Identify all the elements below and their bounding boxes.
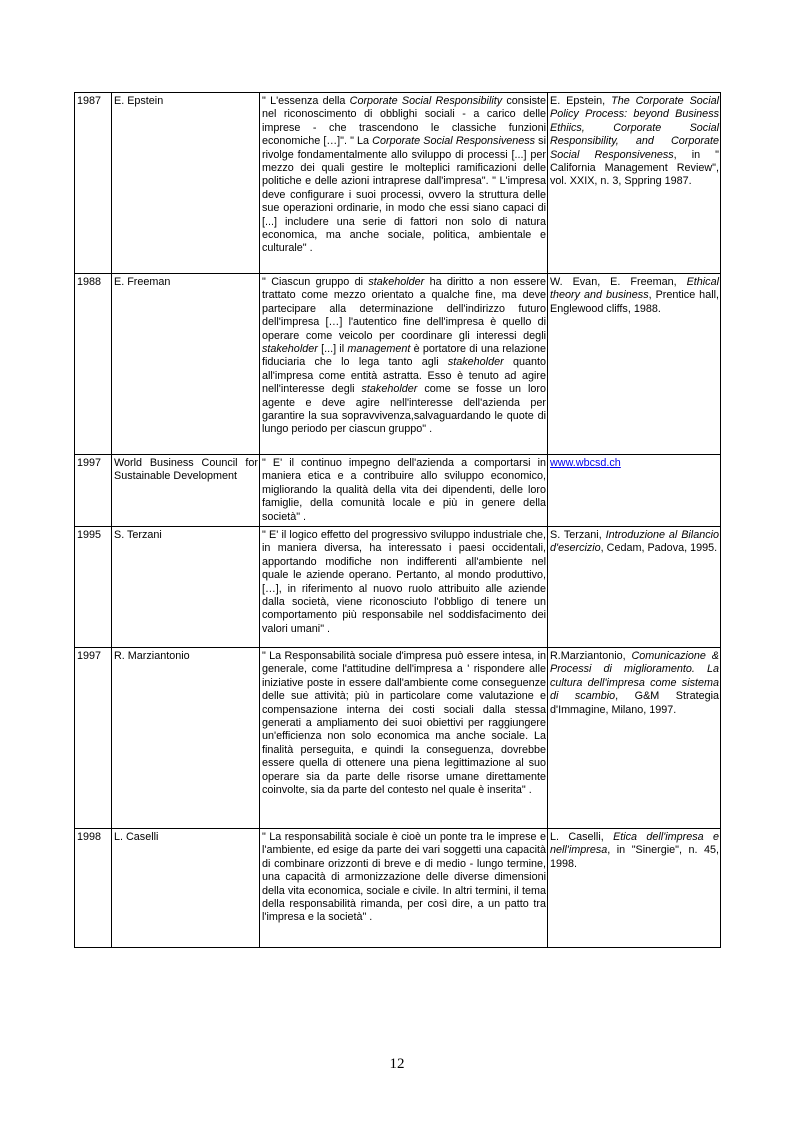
text-segment: [...] il bbox=[317, 343, 348, 356]
italic-text: Etica dell'impresa e nell'impresa bbox=[550, 831, 719, 857]
quote-cell bbox=[260, 829, 548, 948]
table-row bbox=[75, 829, 721, 948]
text-segment: , Prentice hall, Englewood cliffs, 1988. bbox=[550, 289, 719, 315]
quote-cell bbox=[260, 648, 548, 829]
text-segment: , in " California Management Review", vol. XXIX, n. 3, Sppring 1987. bbox=[550, 148, 719, 188]
text-segment: " E' il logico effetto del progressivo sviluppo industriale che, in maniera diversa, ha interessato i paesi occidentali, apportando modifiche non indifferenti all'ambiente nel quale le aziende operano. Pertanto, al mondo produttivo, […], in riferimento al nuovo ruolo attribuito alle aziende dalla società, viene riconosciuto l'obbligo di tenere un comportamento più responsabile nel soddisfacimento dei valori umani" . bbox=[262, 529, 546, 635]
italic-text: management bbox=[347, 343, 411, 356]
text-segment: si rivolge fondamentalmente allo sviluppo di processi [...] per mezzo dei quali gestire le molteplici ramificazioni delle politiche e delle azioni intraprese dall'impresa". " L'impresa deve configurare i suoi processi, ovvero la struttura delle sue operazioni ordinarie, in modo che essi siano capaci di [...] includere una serie di fattori non solo di natura economica, ma anche sociale, politica, ambientale e culturale" . bbox=[262, 135, 546, 255]
author-cell: E. Epstein bbox=[112, 93, 260, 274]
text-segment: ha diritto a non essere trattato come mezzo orientato a qualche fine, ma deve partecipare alla determinazione dell'indirizzo futuro dell'impresa […] l'autentico fine dell'impresa è quello di operare come veicolo per coordinare gli interessi degli bbox=[262, 276, 546, 342]
text-segment: " E' il continuo impegno dell'azienda a comportarsi in maniera etica e a contribuire allo sviluppo economico, migliorando la qualità della vita dei dipendenti, delle loro famiglie, della comunità locale e più in genere della società" . bbox=[262, 457, 546, 523]
author-cell: World Business Council for Sustainable Development bbox=[112, 455, 260, 527]
text-segment: L. Caselli, bbox=[550, 831, 614, 844]
table-row bbox=[75, 93, 721, 274]
author-cell: R. Marziantonio bbox=[112, 648, 260, 829]
source-cell bbox=[548, 455, 721, 527]
text-segment: , in "Sinergie", n. 45, 1998. bbox=[550, 844, 719, 870]
table-row bbox=[75, 648, 721, 829]
source-cell bbox=[548, 829, 721, 948]
text-segment: come se fosse un loro agente e deve agire nell'interesse dell'azienda per garantire la sua sopravvivenza,salvaguardando le quote di lungo periodo per ciascun gruppo" . bbox=[262, 383, 546, 436]
text-segment: E. Epstein, bbox=[550, 95, 612, 107]
quote-cell bbox=[260, 274, 548, 455]
italic-text: Introduzione al Bilancio d'esercizio bbox=[550, 529, 720, 555]
text-segment: " La Responsabilità sociale d'impresa può essere intesa, in generale, come l'attitudine dell'impresa a ' rispondere alle iniziative poste in essere dall'ambiente come conseguenze delle sue attività; più in particolare come valutazione e compensazione interna dei costi sociali dalla stessa generati a ampliamento dei suoi obiettivi per raggiungere un'efficienza non solo economica ma anche sociale. La finalità perseguita, e quindi la conseguenza, dovrebbe essere quella di ottenere una piena legittimazione al suo operare sia da parte delle risorse umane direttamente coinvolte, sia da parte del contesto nel quale è inserita" . bbox=[262, 650, 546, 797]
italic-text: The Corporate Social Policy Process: beyond Business Ethiics, Corporate Social Responsibility, and Corporate Social Responsiveness bbox=[550, 95, 719, 161]
text-segment: S. Terzani, bbox=[550, 529, 606, 542]
source-cell bbox=[548, 93, 721, 274]
year-cell: 1997 bbox=[75, 455, 112, 527]
definitions-table bbox=[74, 92, 721, 948]
source-cell bbox=[548, 527, 721, 648]
text-segment: , G&M Strategia d'Immagine, Milano, 1997. bbox=[550, 690, 719, 716]
table-body bbox=[75, 93, 721, 948]
year-cell: 1998 bbox=[75, 829, 112, 948]
text-segment: W. Evan, E. Freeman, bbox=[550, 276, 687, 288]
text-segment: " L'essenza della bbox=[262, 95, 350, 107]
source-cell bbox=[548, 648, 721, 829]
year-cell: 1997 bbox=[75, 648, 112, 829]
quote-cell bbox=[260, 93, 548, 274]
text-segment: consiste nel riconoscimento di obblighi sociali - a carico delle imprese - che trascendono le classiche funzioni economiche […]". " La bbox=[262, 95, 547, 148]
italic-text: stakeholder bbox=[262, 343, 318, 356]
table-row bbox=[75, 455, 721, 527]
italic-text: Corporate Social Responsibility bbox=[349, 95, 503, 107]
text-segment: R.Marziantonio, bbox=[550, 650, 632, 663]
italic-text: stakeholder bbox=[368, 276, 425, 288]
source-cell bbox=[548, 274, 721, 455]
author-cell: S. Terzani bbox=[112, 527, 260, 648]
quote-cell bbox=[260, 527, 548, 648]
table-row bbox=[75, 527, 721, 648]
author-cell: E. Freeman bbox=[112, 274, 260, 455]
year-cell: 1988 bbox=[75, 274, 112, 455]
text-segment: quanto all'impresa come entità astratta. Esso è tenuto ad agire nell'interesse degli bbox=[262, 356, 546, 396]
text-segment: " Ciascun gruppo di bbox=[262, 276, 369, 288]
italic-text: Ethical theory and business bbox=[550, 276, 719, 302]
source-link[interactable]: www.wbcsd.ch bbox=[550, 457, 621, 469]
text-segment: è portatore di una relazione fiduciaria che lo lega tanto agli bbox=[262, 343, 547, 369]
author-cell: L. Caselli bbox=[112, 829, 260, 948]
text-segment: " La responsabilità sociale è cioè un ponte tra le imprese e l'ambiente, ed esige da parte dei vari soggetti una capacità di combinare orizzonti di breve e di medio - lungo termine, una capacità di armonizzazione delle diverse dimensioni della vita economica, sociale e civile. In altri termini, il tema della responsabilità rimanda, per così dire, a un patto tra l'impresa e la società" . bbox=[262, 831, 546, 924]
italic-text: stakeholder bbox=[447, 356, 504, 369]
year-cell: 1987 bbox=[75, 93, 112, 274]
italic-text: Corporate Social Responsiveness bbox=[372, 135, 536, 148]
page-number: 12 bbox=[389, 1056, 405, 1072]
text-segment: , Cedam, Padova, 1995. bbox=[600, 542, 718, 555]
italic-text: Comunicazione & Processi di miglioramento. La cultura dell'impresa come sistema di scambio bbox=[550, 650, 719, 703]
italic-text: stakeholder bbox=[361, 383, 418, 396]
quote-cell bbox=[260, 455, 548, 527]
year-cell: 1995 bbox=[75, 527, 112, 648]
table-row bbox=[75, 274, 721, 455]
